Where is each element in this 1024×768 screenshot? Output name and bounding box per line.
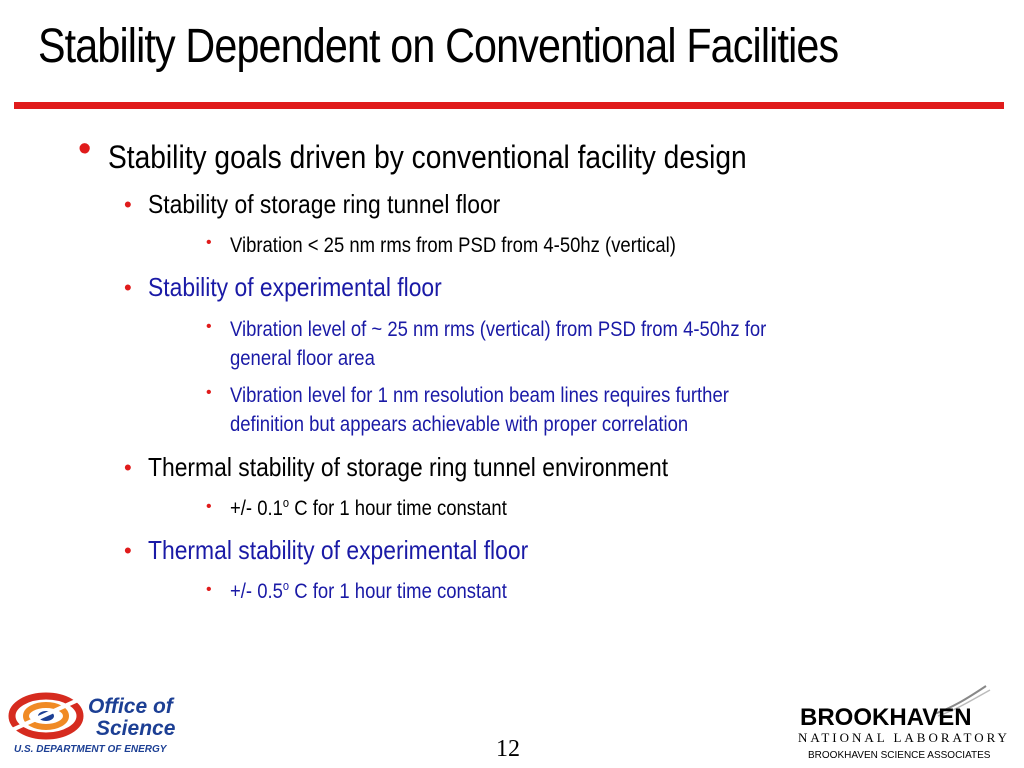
bullet-marker: • xyxy=(206,581,212,598)
logo-line1: Office of xyxy=(88,695,173,718)
slide-title: Stability Dependent on Conventional Facilities xyxy=(38,20,839,73)
bullet-l3: Vibration < 25 nm rms from PSD from 4-50hz (vertical) xyxy=(230,234,676,257)
bullet-marker: • xyxy=(124,275,132,300)
doe-subtitle: U.S. DEPARTMENT OF ENERGY xyxy=(14,744,167,755)
bullet-marker: • xyxy=(206,498,212,515)
bullet-marker: • xyxy=(124,538,132,563)
doe-office-of-science-logo xyxy=(8,690,88,746)
brookhaven-wordmark: BROOKHAVEN xyxy=(800,704,972,731)
bullet-marker: • xyxy=(206,384,212,401)
bullet-l2: Stability of experimental floor xyxy=(148,272,442,302)
bullet-l1: Stability goals driven by conventional facility design xyxy=(108,139,747,175)
bullet-l2: Thermal stability of storage ring tunnel environment xyxy=(148,452,669,482)
bullet-l3-line: Vibration level of ~ 25 nm rms (vertical) from PSD from 4-50hz for xyxy=(230,318,767,341)
science-associates-label: BROOKHAVEN SCIENCE ASSOCIATES xyxy=(808,750,991,761)
bullet-l3: +/- 0.5$^o$ C for 1 hour time constant xyxy=(230,579,507,603)
page-number: 12 xyxy=(496,736,520,762)
bullet-l3-line: general floor area xyxy=(230,347,375,370)
bullet-l3-line: definition but appears achievable with proper correlation xyxy=(230,413,689,436)
office-of-science-wordmark xyxy=(88,696,175,740)
bullet-l3: +/- 0.1$^o$ C for 1 hour time constant xyxy=(230,496,507,520)
bullet-marker: • xyxy=(78,128,92,170)
bullet-l2: Stability of storage ring tunnel floor xyxy=(148,189,501,219)
logo-line2: Science xyxy=(96,717,176,740)
bullet-marker: • xyxy=(206,234,212,251)
bullet-marker: • xyxy=(124,455,132,480)
bullet-marker: • xyxy=(206,318,212,335)
bullet-l3-line: Vibration level for 1 nm resolution beam lines requires further xyxy=(230,384,729,407)
bullet-marker: • xyxy=(124,192,132,217)
bullet-l2: Thermal stability of experimental floor xyxy=(148,535,529,565)
national-laboratory-label: NATIONAL LABORATORY xyxy=(798,730,1010,745)
